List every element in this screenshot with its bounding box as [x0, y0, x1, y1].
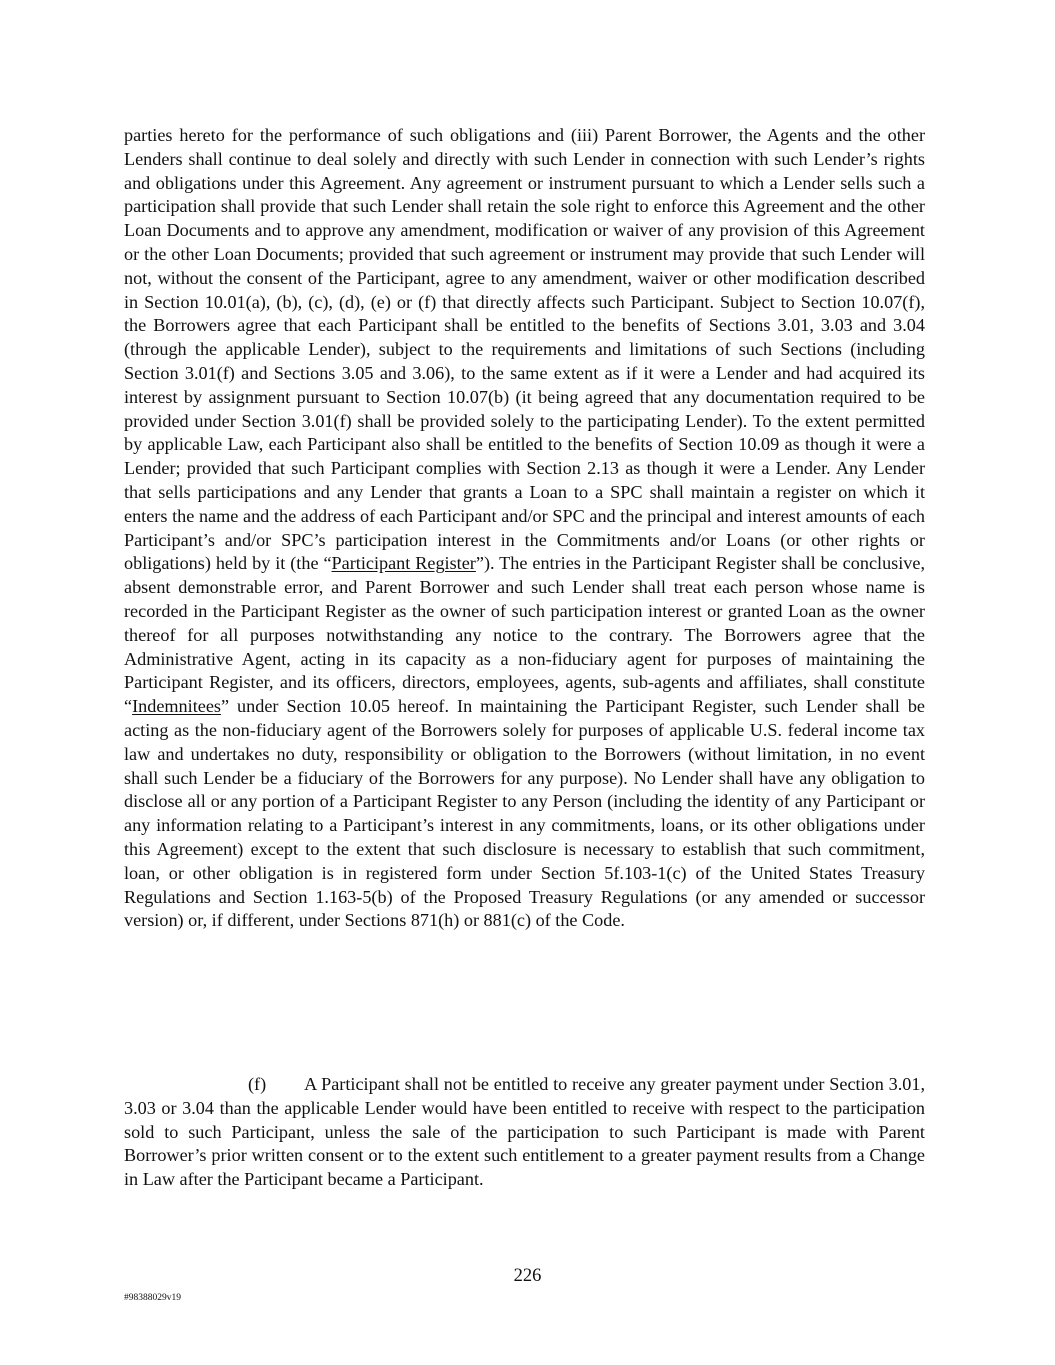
- clause-label-f: (f): [248, 1074, 267, 1094]
- document-id: #98388029v19: [124, 1293, 181, 1303]
- paragraph-text: A Participant shall not be entitled to receive any greater payment under Section 3.01, 3.03 or 3.04 than the applicable Lender would have been entitled to receive with respect to the participation sold to such Participant, unless the sale of the participation to such Participant is made with Parent Borrower’s prior written consent or to the extent such entitlement to a greater payment results from a Change in Law after the Participant became a Participant.: [124, 1074, 925, 1190]
- paragraph-text: ”). The entries in the Participant Register shall be conclusive, absent demonstrable error, and Parent Borrower and such Lender shall treat each person whose name is recorded in the Participant Register as the owner of such participation interest or granted Loan as the owner thereof for all purposes notwithstanding any notice to the contrary. The Borrowers agree that the Administrative Agent, acting in its capacity as a non-fiduciary agent for purposes of maintaining the Participant Register, and its officers, directors, employees, agents, sub-agents and affiliates, shall constitute “: [124, 553, 926, 717]
- paragraph-text: parties hereto for the performance of such obligations and (iii) Parent Borrower, the Agents and the other Lenders shall continue to deal solely and directly with such Lender in connection with such Lender’s rights and obligations under this Agreement. Any agreement or instrument pursuant to which a Lender sells such a participation shall provide that such Lender shall retain the sole right to enforce this Agreement and the other Loan Documents and to approve any amendment, modification or waiver of any provision of this Agreement or the other Loan Documents; provided that such agreement or instrument may provide that such Lender will not, without the consent of the Participant, agree to any amendment, waiver or other modification described in Section 10.01(a), (b), (c), (d), (e) or (f) that directly affects such Participant. Subject to Section 10.07(f), the Borrowers agree that each Participant shall be entitled to the benefits of Sections 3.01, 3.03 and 3.04 (through the applicable Lender), subject to the requirements and limitations of such Sections (including Section 3.01(f) and Sections 3.05 and 3.06), to the same extent as if it were a Lender and had acquired its interest by assignment pursuant to Section 10.07(b) (it being agreed that any documentation required to be provided under Section 3.01(f) shall be provided solely to the participating Lender). To the extent permitted by applicable Law, each Participant also shall be entitled to the benefits of Section 10.09 as though it were a Lender; provided that such Participant complies with Section 2.13 as though it were a Lender. Any Lender that sells participations and any Lender that grants a Loan to a SPC shall maintain a register on which it enters the name and the address of each Participant and/or SPC and the principal and interest amounts of each Participant’s and/or SPC’s participation interest in the Commitments and/or Loans (or other rights or obligations) held by it (the “: [124, 125, 925, 574]
- defined-term-indemnitees: Indemnitees: [132, 696, 221, 717]
- paragraph-text: ” under Section 10.05 hereof. In maintaining the Participant Register, such Lender shall be acting as the non-fiduciary agent of the Borrowers solely for purposes of applicable U.S. federal income tax law and undertakes no duty, responsibility or obligation to the Borrowers (without limitation, in no event shall such Lender be a fiduciary of the Borrowers for any purpose). No Lender shall have any obligation to disclose all or any portion of a Participant Register to any Person (including the identity of any Participant or any information relating to a Participant’s interest in any commitments, loans, or its other obligations under this Agreement) except to the extent that such disclosure is necessary to establish that such commitment, loan, or other obligation is in registered form under Section 5f.103-1(c) of the United States Treasury Regulations and Section 1.163-5(b) of the Proposed Treasury Regulations (or any amended or successor version) or, if different, under Sections 871(h) or 881(c) of the Code.: [124, 696, 925, 931]
- defined-term-participant-register: Participant Register: [331, 553, 476, 574]
- body-paragraph-participant-register: [124, 124, 925, 933]
- body-paragraph-f: [124, 1073, 925, 1192]
- page-number: 226: [513, 1266, 542, 1286]
